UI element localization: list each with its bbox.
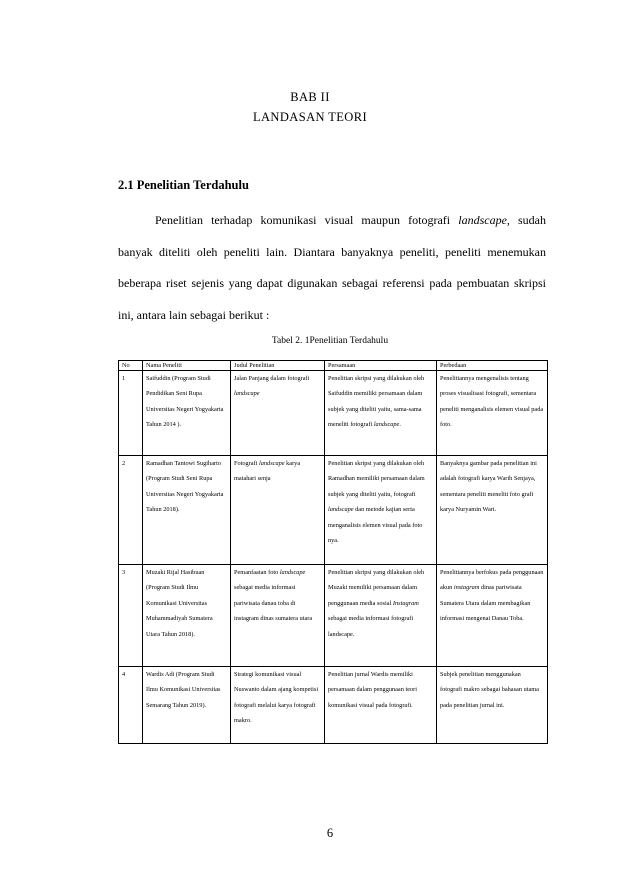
cell-judul: Jalan Panjang dalam fotografi landscape xyxy=(231,371,325,456)
cell-no: 3 xyxy=(119,565,143,667)
cell-nama: Muzaki Rijal Hasibuan (Program Studi Ilmu Komunikasi Universitas Muhammadiyah Sumatera Utara Tahun 2018). xyxy=(143,565,231,667)
cell-judul: Strategi komunikasi visual Nuswanto dalam ajang kompetisi fotografi melalui karya fotografi makro. xyxy=(231,667,325,744)
cell-perbedaan: Subjek penelitian menggunakan fotografi makro sebagai bahasan utama pada penelitian jurnal ini. xyxy=(437,667,548,744)
body-paragraph xyxy=(118,205,546,331)
cell-perbedaan: Penelitiannya mengenalisis tentang proses visualisasi fotografi, sementara peneliti menganalisis elemen visual pada foto. xyxy=(437,371,548,456)
paragraph-text-2: sudah banyak diteliti oleh peneliti lain. Diantara banyaknya peneliti, peneliti menemukan beberapa riset sejenis yang dapat digunakan sebagai referensi pada pembuatan skripsi ini, antara lain sebagai berikut : xyxy=(118,213,546,322)
chapter-title: LANDASAN TEORI xyxy=(252,110,368,124)
header-perbedaan: Perbedaan xyxy=(437,361,548,371)
cell-judul: Fotografi landscape karya matahari senja xyxy=(231,456,325,565)
cell-persamaan: Penelitian jurnal Wardis memiliki persamaan dalam penggunaan teori komunikasi visual pada fotografi. xyxy=(325,667,437,744)
cell-persamaan: Penelitian skripsi yang dilakukan oleh Saifuddin memiliki persamaan dalam subjek yang diteliti yaitu, sama-sama meneliti fotografi landscape. xyxy=(325,371,437,456)
header-persamaan: Persamaan xyxy=(325,361,437,371)
cell-judul: Pemanfaatan foto landscape sebagai media informasi pariwisata danau toba di instagram dinas sumatera utara xyxy=(231,565,325,667)
cell-nama: Ramadhan Tantowi Sugiharto (Program Studi Seni Rupa Universitas Negeri Yogyakarta Tahun 2018). xyxy=(143,456,231,565)
cell-no: 2 xyxy=(119,456,143,565)
header-judul-penelitian: Judul Penelitian xyxy=(231,361,325,371)
previous-research-table xyxy=(118,360,548,744)
section-heading: 2.1 Penelitian Terdahulu xyxy=(118,178,249,192)
cell-perbedaan: Penelitiannya berfokus pada penggunaan akun instagram dinas pariwisata Sumatera Utara dalam membagikan informasi mengenai Danau Toba. xyxy=(437,565,548,667)
cell-nama: Saifuddin (Program Studi Pendidikan Seni Rupa Universitas Negeri Yogyakarta Tahun 2014 ). xyxy=(143,371,231,456)
table-caption: Tabel 2. 1Penelitian Terdahulu xyxy=(271,336,389,346)
cell-perbedaan: Banyaknya gambar pada penelitian ini adalah fotografi karya Warih Senjaya, sementara peneliti meneliti foto grafi karya Nuryamin Wari. xyxy=(437,456,548,565)
chapter-number: BAB II xyxy=(290,90,330,104)
cell-no: 4 xyxy=(119,667,143,744)
page-number: 6 xyxy=(326,826,334,840)
cell-no: 1 xyxy=(119,371,143,456)
paragraph-text-1: Penelitian terhadap komunikasi visual maupun fotografi xyxy=(155,213,459,227)
cell-persamaan: Penelitian skripsi yang dilakukan oleh Muzaki memiliki persamaan dalam penggunaan media sosial Instagram sebagai media informasi fotografi landscape. xyxy=(325,565,437,667)
header-nama-peneliti: Nama Peneliti xyxy=(143,361,231,371)
table-row xyxy=(119,667,548,744)
table-row xyxy=(119,371,548,456)
cell-persamaan: Penelitian skripsi yang dilakukan oleh Ramadhan memiliki persamaan dalam subjek yang diteliti yaitu, fotografi landscape dan metode kajian serta menganalisis elemen visual pada foto nya. xyxy=(325,456,437,565)
table-row xyxy=(119,565,548,667)
header-no: No xyxy=(119,361,143,371)
table-header-row xyxy=(119,361,548,371)
cell-nama: Wardis Adi (Program Studi Ilmu Komunikasi Universitas Semarang Tahun 2019). xyxy=(143,667,231,744)
table-row xyxy=(119,456,548,565)
paragraph-term: landscape, xyxy=(458,213,510,227)
